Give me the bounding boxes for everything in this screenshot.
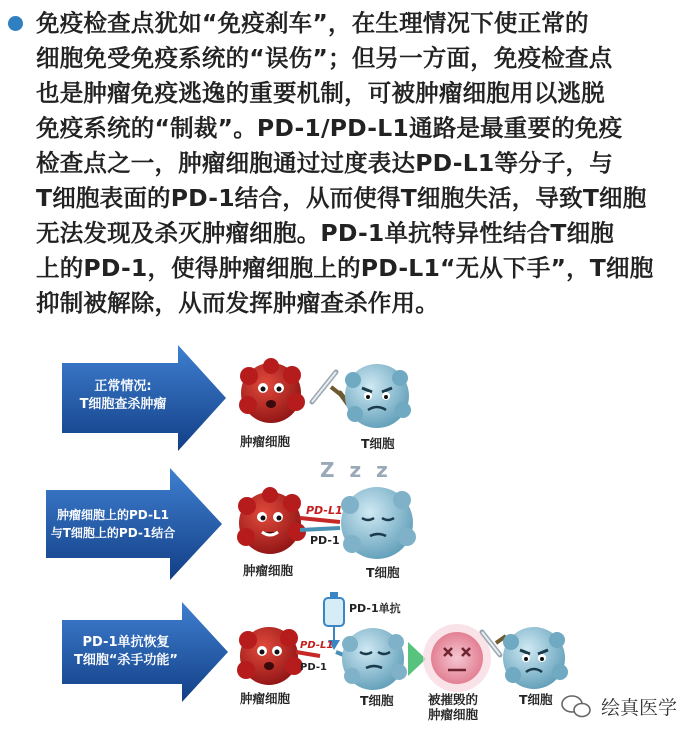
tumor-cell-caption: 肿瘤细胞 [240, 691, 291, 706]
pdl1-label: PD-L1 [300, 640, 334, 651]
paragraph-line: 细胞免受免疫系统的“误伤”；但另一方面，免疫检查点 [36, 44, 613, 72]
pdl1-connector [296, 652, 320, 656]
pdl1-connector [300, 518, 340, 522]
destroyed-tumor-caption [428, 692, 478, 722]
paragraph-line: 免疫检查点犹如“免疫刹车”，在生理情况下使正常的 [36, 9, 589, 37]
paragraph-line: 抑制被解除，从而发挥肿瘤查杀作用。 [36, 289, 439, 317]
paragraph-line: T细胞表面的PD-1结合，从而使得T细胞失活，导致T细胞 [36, 184, 647, 212]
t-cell-caption: T细胞 [519, 692, 553, 707]
t-cell-icon [342, 628, 407, 690]
pd1-connector [300, 528, 340, 530]
tumor-cell-icon [237, 487, 306, 554]
arrow-row2-label [48, 506, 178, 542]
arrow-label-line: 正常情况: [94, 379, 152, 394]
t-cell-caption: T细胞 [360, 693, 394, 708]
tumor-cell-icon [237, 627, 303, 685]
t-cell-caption: T细胞 [366, 565, 400, 580]
tumor-cell-caption: 肿瘤细胞 [240, 434, 291, 449]
wechat-icon [562, 696, 590, 717]
caption-line: 被摧毁的 [428, 692, 479, 707]
pdl1-label: PD-L1 [306, 504, 343, 517]
paragraph-line: 上的PD-1，使得肿瘤细胞上的PD-L1“无从下手”，T细胞 [36, 254, 654, 282]
arrow-row1-label [62, 378, 184, 414]
pd1-label: PD-1 [300, 662, 327, 673]
paragraph-line: 也是肿瘤免疫逃逸的重要机制，可被肿瘤细胞用以逃脱 [36, 79, 605, 107]
tumor-cell-caption: 肿瘤细胞 [243, 563, 294, 578]
sleep-zzz: Z z z [320, 458, 392, 482]
watermark-text: 绘真医学 [600, 697, 677, 719]
paragraph-line: 检查点之一，肿瘤细胞通过过度表达PD-L1等分子，与 [36, 149, 613, 177]
arrow-label-line: 肿瘤细胞上的PD-L1 [57, 508, 169, 522]
arrow-label-line: T细胞查杀肿瘤 [79, 397, 167, 412]
arrow-label-line: T细胞“杀手功能” [74, 653, 178, 668]
paragraph-line: 无法发现及杀灭肿瘤细胞。PD-1单抗特异性结合T细胞 [36, 219, 615, 247]
caption-line: 肿瘤细胞 [428, 707, 479, 722]
tumor-cell-icon [239, 358, 305, 423]
paragraph-line: 免疫系统的“制裁”。PD-1/PD-L1通路是最重要的免疫 [36, 114, 623, 142]
antibody-label: PD-1单抗 [349, 602, 401, 615]
sleeping-t-cell-icon [341, 487, 416, 559]
t-cell-icon [345, 364, 411, 428]
pd1-label: PD-1 [310, 534, 340, 547]
t-cell-caption: T细胞 [361, 436, 395, 451]
arrow-row3-label [62, 634, 190, 670]
arrow-label-line: 与T细胞上的PD-1结合 [50, 526, 176, 540]
t-cell-icon [503, 627, 568, 689]
arrow-label-line: PD-1单抗恢复 [82, 635, 170, 650]
sword-icon [312, 372, 348, 404]
